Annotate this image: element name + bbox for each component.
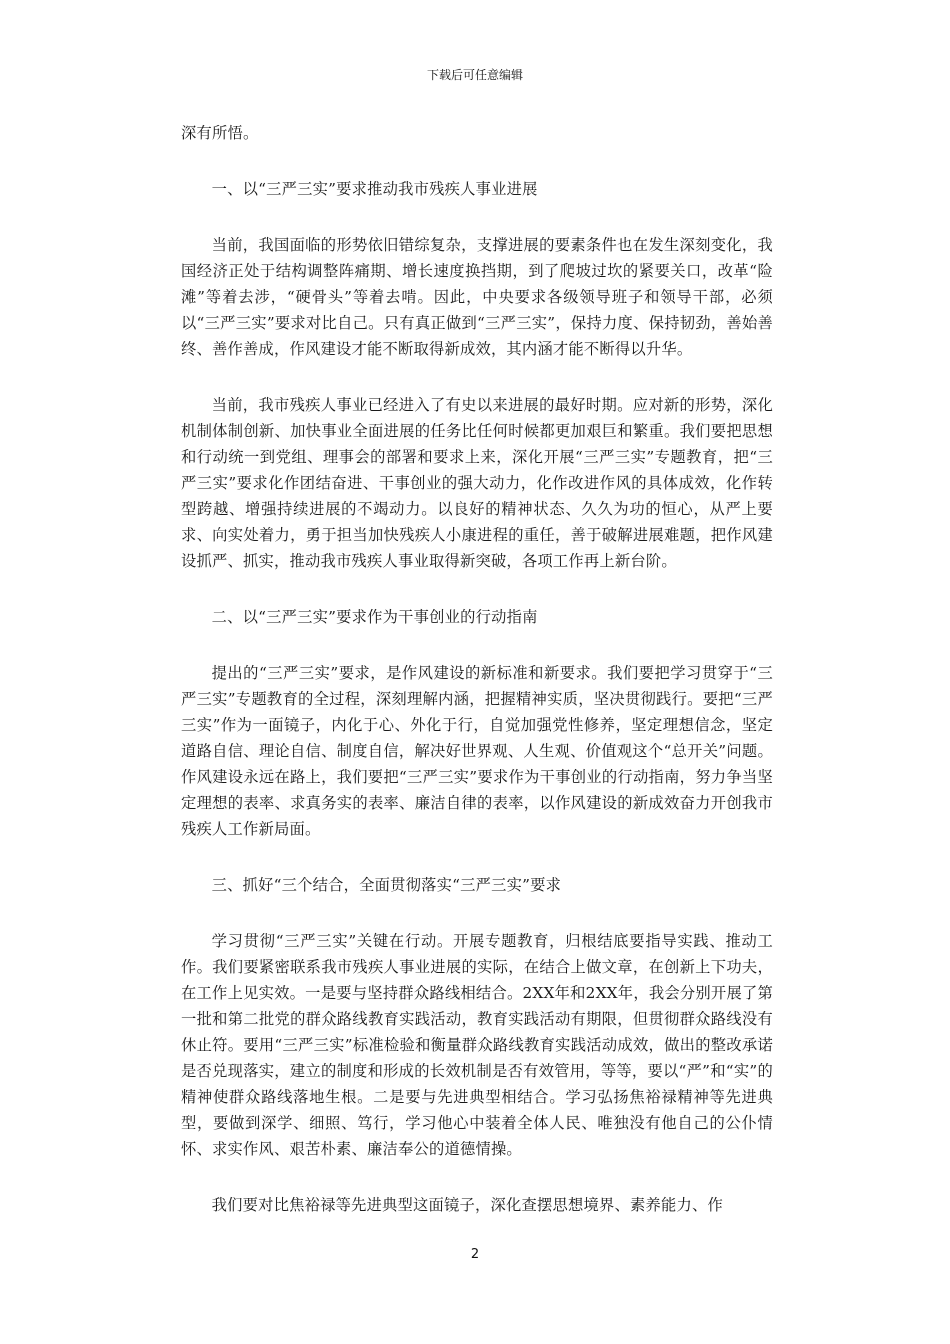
page-header: 下载后可任意编辑 [426, 68, 523, 82]
paragraph-truncated: 我们要对比焦裕禄等先进典型这面镜子，深化查摆思想境界、素养能力、作 [211, 1196, 723, 1214]
paragraph: 当前，我国面临的形势依旧错综复杂，支撑进展的要素条件也在发生深刻变化，我国经济正处于结构调整阵痛期、增长速度换挡期，到了爬坡过坎的紧要关口，改革“险滩”等着去涉，“硬骨头”等着去啃。因此，中央要求各级领导班子和领导干部，必须以“三严三实”要求对比自己。只有真正做到“三严三实”，保持力度、保持韧劲，善始善终、善作善成，作风建设才能不断取得新成效，其内涵才能不断得以升华。 [181, 236, 773, 358]
section-heading-3: 三、抓好“三个结合，全面贯彻落实“三严三实”要求 [211, 876, 562, 894]
section-heading-2: 二、以“三严三实”要求作为干事创业的行动指南 [211, 608, 538, 626]
section-heading-1: 一、以“三严三实”要求推动我市残疾人事业进展 [211, 180, 538, 198]
paragraph: 提出的“三严三实”要求，是作风建设的新标准和新要求。我们要把学习贯穿于“三严三实”专题教育的全过程，深刻理解内涵，把握精神实质，坚决贯彻践行。要把“三严三实”作为一面镜子，内化于心、外化于行，自觉加强党性修养，坚定理想信念，坚定道路自信、理论自信、制度自信，解决好世界观、人生观、价值观这个“总开关”问题。作风建设永远在路上，我们要把“三严三实”要求作为干事创业的行动指南，努力争当坚定理想的表率、求真务实的表率、廉洁自律的表率，以作风建设的新成效奋力开创我市残疾人工作新局面。 [181, 664, 773, 838]
paragraph-continuation: 深有所悟。 [181, 124, 259, 142]
paragraph: 当前，我市残疾人事业已经进入了有史以来进展的最好时期。应对新的形势，深化机制体制创新、加快事业全面进展的任务比任何时候都更加艰巨和繁重。我们要把思想和行动统一到党组、理事会的部署和要求上来，深化开展“三严三实”专题教育，把“三严三实”要求化作团结奋进、干事创业的强大动力，化作改进作风的具体成效，化作转型跨越、增强持续进展的不竭动力。以良好的精神状态、久久为功的恒心，从严上要求、向实处着力，勇于担当加快残疾人小康进程的重任，善于破解进展难题，把作风建设抓严、抓实，推动我市残疾人事业取得新突破，各项工作再上新台阶。 [181, 396, 773, 570]
paragraph: 学习贯彻“三严三实”关键在行动。开展专题教育，归根结底要指导实践、推动工作。我们要紧密联系我市残疾人事业进展的实际，在结合上做文章，在创新上下功夫，在工作上见实效。一是要与坚持群众路线相结合。2XX年和2XX年，我会分别开展了第一批和第二批党的群众路线教育实践活动，教育实践活动有期限，但贯彻群众路线没有休止符。要用“三严三实”标准检验和衡量群众路线教育实践活动成效，做出的整改承诺是否兑现落实，建立的制度和形成的长效机制是否有效管用，等等，要以“严”和“实”的精神使群众路线落地生根。二是要与先进典型相结合。学习弘扬焦裕禄精神等先进典型，要做到深学、细照、笃行，学习他心中装着全体人民、唯独没有他自己的公仆情怀、求实作风、艰苦朴素、廉洁奉公的道德情操。 [181, 932, 773, 1158]
page-number: 2 [470, 1247, 480, 1262]
document-body [181, 120, 773, 1248]
